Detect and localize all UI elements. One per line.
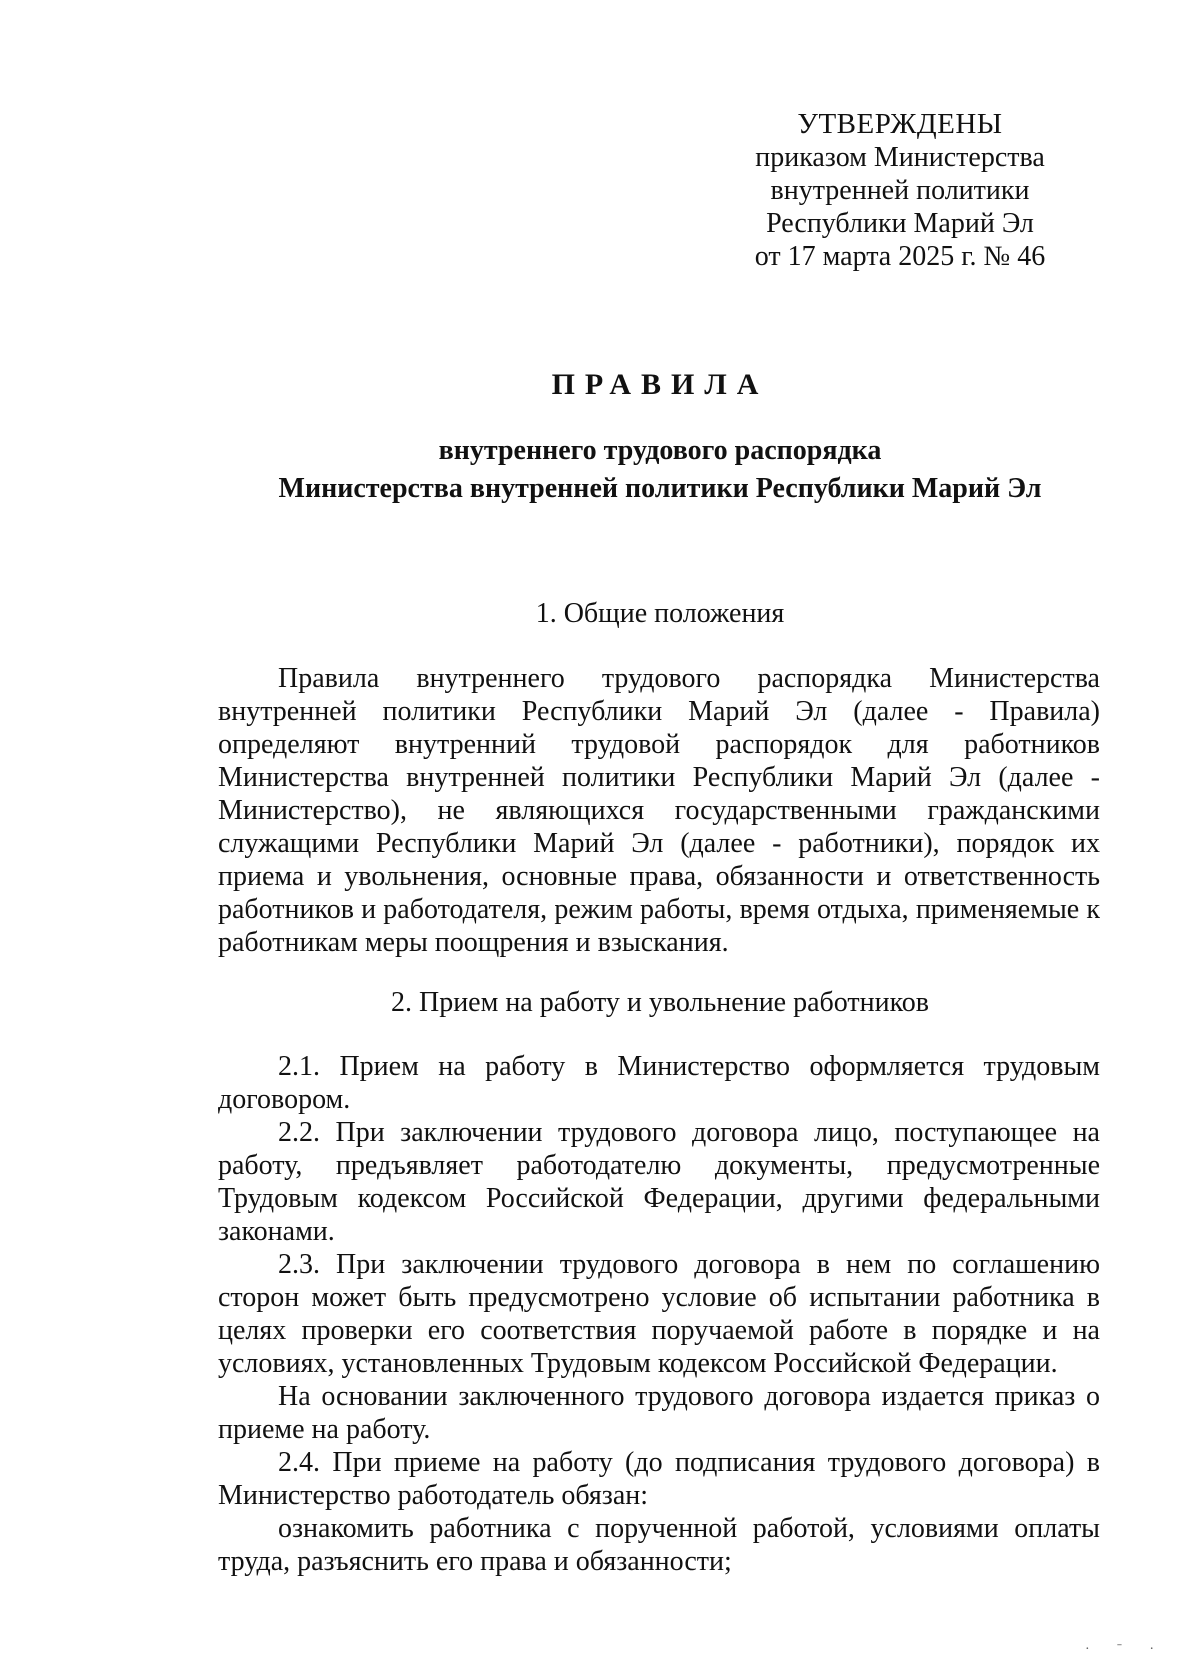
paragraph: 2.2. При заключении трудового договора лицо, поступающее на работу, предъявляет работодателю документы, предусмотренные Трудовым кодексом Российской Федерации, другими федеральными законами.	[218, 1117, 1100, 1247]
approval-line: внутренней политики	[770, 175, 1030, 206]
approval-line: приказом Министерства	[755, 142, 1045, 173]
approval-order-date: от 17 марта 2025 г. № 46	[754, 241, 1046, 272]
section-heading: 2. Прием на работу и увольнение работников	[390, 987, 930, 1018]
paragraph: Правила внутреннего трудового распорядка Министерства внутренней политики Республики Марий Эл (далее - Правила) определяют внутренний трудовой распорядок для работников Министерства внутренней политики Республики Марий Эл (далее - Министерство), не являющихся государственными гражданскими служащими Республики Марий Эл (далее - работники), порядок их приема и увольнения, основные права, обязанности и ответственность работников и работодателя, режим работы, время отдыха, применяемые к работникам меры поощрения и взыскания.	[218, 663, 1100, 958]
paragraph: 2.4. При приеме на работу (до подписания трудового договора) в Министерство работодатель обязан:	[218, 1447, 1100, 1511]
approval-line: Республики Марий Эл	[766, 208, 1034, 239]
document-subtitle	[0, 432, 1200, 508]
subtitle-line: внутреннего трудового распорядка	[438, 435, 882, 466]
approval-stamp-block	[720, 108, 1080, 273]
scan-specks: · ˉ ·	[1085, 1642, 1166, 1657]
approval-title: УТВЕРЖДЕНЫ	[797, 108, 1003, 140]
paragraph: 2.1. Прием на работу в Министерство оформляется трудовым договором.	[218, 1051, 1100, 1115]
paragraph: 2.3. При заключении трудового договора в нем по соглашению сторон может быть предусмотрено условие об испытании работника в целях проверки его соответствия поручаемой работе в порядке и на условиях, установленных Трудовым кодексом Российской Федерации.	[218, 1249, 1100, 1379]
document-title: ПРАВИЛА	[551, 368, 769, 401]
subtitle-line: Министерства внутренней политики Республики Марий Эл	[278, 473, 1042, 504]
paragraph: ознакомить работника с порученной работой, условиями оплаты труда, разъяснить его права и обязанности;	[218, 1513, 1100, 1577]
section-heading: 1. Общие положения	[535, 598, 785, 629]
paragraph: На основании заключенного трудового договора издается приказ о приеме на работу.	[218, 1381, 1100, 1445]
